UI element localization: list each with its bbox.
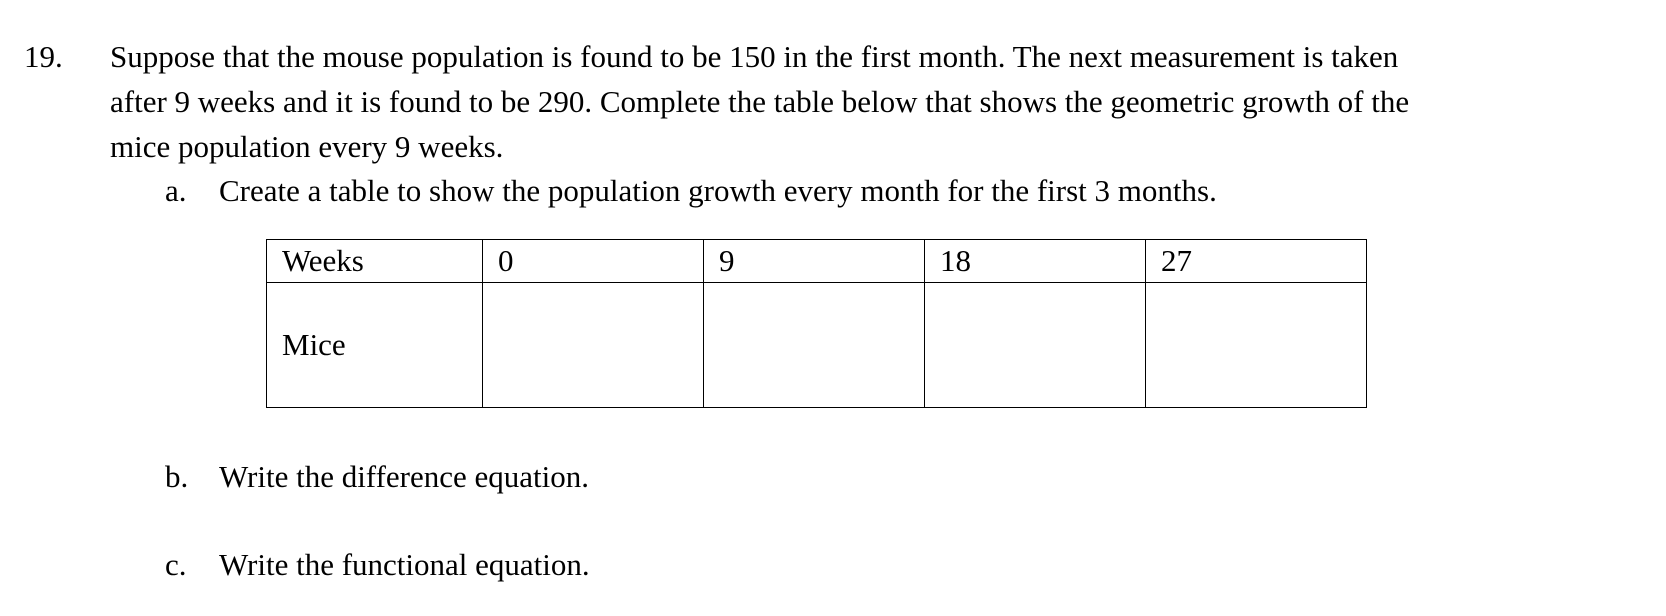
- weeks-cell-0: 0: [483, 240, 704, 283]
- part-c-letter: c.: [165, 547, 187, 582]
- question-line-2: [24, 79, 1644, 124]
- question-line-1: [24, 34, 1644, 79]
- part-a: [165, 173, 1217, 209]
- part-c: [165, 547, 590, 583]
- question-text-line-3: mice population every 9 weeks.: [110, 129, 504, 164]
- mice-cell-week-0[interactable]: [483, 283, 704, 408]
- mice-row: [267, 283, 1367, 408]
- part-b: [165, 459, 589, 495]
- mice-cell-week-18[interactable]: [925, 283, 1146, 408]
- mice-cell-week-9[interactable]: [704, 283, 925, 408]
- mice-cell-week-27[interactable]: [1146, 283, 1367, 408]
- question-text-line-1: Suppose that the mouse population is found to be 150 in the first month. The next measurement is taken: [110, 39, 1399, 74]
- weeks-cell-27: 27: [1146, 240, 1367, 283]
- part-b-text: Write the difference equation.: [219, 459, 590, 494]
- mice-label: Mice: [267, 283, 483, 408]
- question-number: 19.: [24, 39, 63, 74]
- question-text-line-2: after 9 weeks and it is found to be 290. Complete the table below that shows the geometric growth of the: [110, 84, 1410, 119]
- weeks-row: [267, 240, 1367, 283]
- part-a-text: Create a table to show the population growth every month for the first 3 months.: [219, 173, 1217, 208]
- part-a-letter: a.: [165, 173, 187, 208]
- question-line-3: [24, 124, 1644, 169]
- weeks-label: Weeks: [267, 240, 483, 283]
- part-c-text: Write the functional equation.: [219, 547, 590, 582]
- question-19: [24, 34, 1644, 169]
- part-b-letter: b.: [165, 459, 189, 494]
- weeks-cell-9: 9: [704, 240, 925, 283]
- population-table: [266, 239, 1367, 408]
- weeks-cell-18: 18: [925, 240, 1146, 283]
